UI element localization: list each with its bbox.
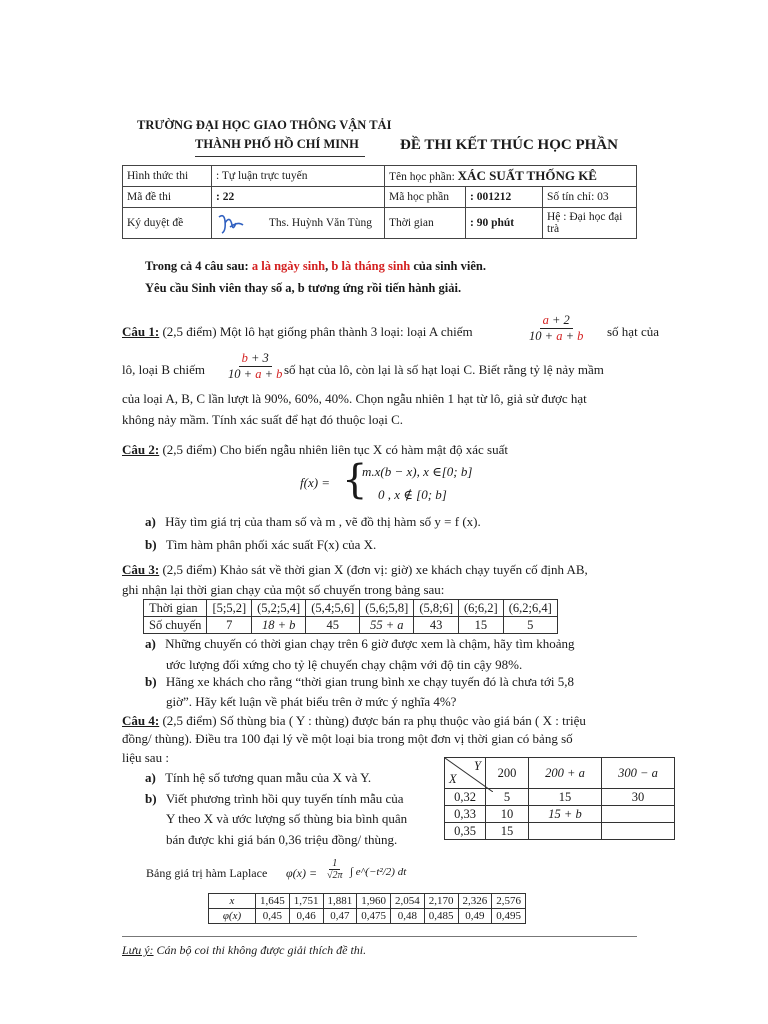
instr-a-definition: a là ngày sinh bbox=[251, 259, 326, 273]
laplace-cell: 1,645 bbox=[256, 894, 290, 909]
frac-a-den-a: a bbox=[556, 329, 563, 343]
q3-cell: (5,6;5,8] bbox=[360, 600, 414, 617]
q4-cell: 15 + b bbox=[529, 806, 602, 823]
q4-col-header: 200 bbox=[486, 758, 529, 789]
q3-cell: 55 + a bbox=[360, 617, 414, 634]
exam-title: ĐỀ THI KẾT THÚC HỌC PHẦN bbox=[400, 137, 618, 153]
q4-row-x: 0,32 bbox=[445, 789, 486, 806]
laplace-cell: 1,751 bbox=[289, 894, 323, 909]
q2-item-a bbox=[145, 512, 481, 532]
footer-note bbox=[122, 943, 366, 958]
q2-b-text: Tìm hàm phân phối xác suất F(x) của X. bbox=[165, 537, 377, 552]
q4-b-label: b) bbox=[145, 791, 157, 806]
q3-cell: 5 bbox=[503, 617, 557, 634]
q3-b-text1: Hãng xe khách cho rằng “thời gian trung bình xe chạy tuyến đó là chưa tới 5,8 bbox=[165, 674, 574, 689]
q1-text1: (2,5 điểm) Một lô hạt giống phân thành 3 loại: loại A chiếm bbox=[162, 324, 473, 339]
q4-corner-y: Y bbox=[474, 759, 481, 773]
laplace-cell: 2,576 bbox=[492, 894, 526, 909]
q3-cell: (6;6,2] bbox=[459, 600, 504, 617]
q4-item-b bbox=[145, 789, 404, 809]
laplace-table bbox=[208, 893, 526, 924]
q4-cell bbox=[602, 823, 675, 840]
q4-line1 bbox=[122, 711, 586, 731]
frac-b-den-1: 10 + bbox=[228, 367, 256, 381]
frac-b-den-plus: + bbox=[261, 367, 277, 381]
q3-a-text1: Những chuyến có thời gian chạy trên 6 giờ được xem là chậm, hãy tìm khoảng bbox=[165, 636, 575, 651]
q3-cell: (5,2;5,4] bbox=[252, 600, 306, 617]
q1-text4: số hạt của lô, còn lại là số hạt loại C. Biết rằng tỷ lệ nảy mầm bbox=[284, 362, 604, 377]
q3-cell: 43 bbox=[414, 617, 459, 634]
frac-a-den-1: 10 + bbox=[529, 329, 557, 343]
laplace-cell: 0,485 bbox=[424, 909, 458, 924]
instr-b-definition: b là tháng sinh bbox=[331, 259, 411, 273]
q2-a-text: Hãy tìm giá trị của tham số và m , vẽ đồ thị hàm số y = f (x). bbox=[165, 514, 481, 529]
credits: Số tín chỉ: 03 bbox=[543, 187, 637, 208]
laplace-x-label: x bbox=[209, 894, 256, 909]
q3-text2: ghi nhận lại thời gian chạy của một số chuyến trong bảng sau: bbox=[122, 582, 445, 597]
q3-cell: 45 bbox=[306, 617, 360, 634]
approver-label: Ký duyệt đề bbox=[123, 208, 212, 239]
frac-a-num-rest: + 2 bbox=[548, 313, 570, 327]
subject-label: Tên học phần: bbox=[389, 171, 455, 183]
q3-a-label: a) bbox=[145, 636, 156, 651]
frac-b-num-var: b bbox=[241, 351, 248, 365]
frac-a-num-var: a bbox=[542, 313, 549, 327]
q3-b-text2: giờ”. Hãy kết luận về phát biểu trên ở mức ý nghĩa 4%? bbox=[166, 694, 457, 709]
school-underline bbox=[195, 156, 365, 157]
q3-row1-label: Thời gian bbox=[144, 600, 207, 617]
q4-col-header: 200 + a bbox=[529, 758, 602, 789]
q3-cell: 7 bbox=[207, 617, 252, 634]
q3-cell: (5,4;5,6] bbox=[306, 600, 360, 617]
frac-b-den-b: b bbox=[276, 367, 283, 381]
exam-code-value: : 22 bbox=[212, 187, 385, 208]
q4-row-x: 0,35 bbox=[445, 823, 486, 840]
time-label: Thời gian bbox=[385, 208, 466, 239]
laplace-frac-den: √2π bbox=[327, 870, 343, 881]
laplace-integral: ∫ e^(−t²/2) dt bbox=[350, 866, 407, 878]
laplace-caption: Bảng giá trị hàm Laplace bbox=[146, 866, 268, 880]
subject-value: XÁC SUẤT THỐNG KÊ bbox=[457, 168, 597, 183]
q1-text5: của loại A, B, C lần lượt là 90%, 60%, 40%. Chọn ngẫu nhiên 1 hạt từ lô, giả sử được hạt bbox=[122, 391, 587, 406]
q3-item-b bbox=[145, 672, 574, 692]
q4-text2: đồng/ thùng). Điều tra 100 đại lý về một loại bia trong một đơn vị thời gian có bảng số bbox=[122, 731, 573, 746]
time-value: : 90 phút bbox=[466, 208, 543, 239]
q2-brace: { bbox=[342, 457, 368, 503]
q4-item-a bbox=[145, 768, 371, 788]
q3-row2-label: Số chuyến bbox=[144, 617, 207, 634]
q2-fx: f(x) = bbox=[300, 475, 331, 490]
exam-info-table bbox=[122, 165, 637, 239]
instruction-line2: Yêu cầu Sinh viên thay số a, b tương ứng rồi tiến hành giải. bbox=[145, 281, 462, 295]
q4-cell: 10 bbox=[486, 806, 529, 823]
q2-b-label: b) bbox=[145, 537, 157, 552]
q3-cell: (6,2;6,4] bbox=[503, 600, 557, 617]
q2-case1: m.x(b − x), x ∈[0; b] bbox=[362, 464, 473, 479]
q2-label: Câu 2: bbox=[122, 442, 160, 457]
q3-item-a bbox=[145, 634, 575, 654]
q4-label: Câu 4: bbox=[122, 713, 160, 728]
laplace-phi-label: φ(x) bbox=[209, 909, 256, 924]
q4-text3: liệu sau : bbox=[122, 750, 169, 765]
exam-code-label: Mã đề thi bbox=[123, 187, 212, 208]
frac-a-den-b: b bbox=[577, 329, 584, 343]
q3-cell: (5,8;6] bbox=[414, 600, 459, 617]
laplace-cell: 0,495 bbox=[492, 909, 526, 924]
q4-b-text3: bán được khi giá bán 0,36 triệu đồng/ thùng. bbox=[166, 832, 398, 847]
q3-cell: 15 bbox=[459, 617, 504, 634]
instruction-line1 bbox=[145, 259, 486, 274]
laplace-cell: 0,475 bbox=[357, 909, 391, 924]
q4-a-label: a) bbox=[145, 770, 156, 785]
q3-line1 bbox=[122, 560, 588, 580]
q4-cell: 15 bbox=[529, 789, 602, 806]
q3-text1: (2,5 điểm) Khảo sát về thời gian X (đơn vị: giờ) xe khách chạy tuyến cố định AB, bbox=[162, 562, 588, 577]
q4-cell: 5 bbox=[486, 789, 529, 806]
laplace-cell: 2,170 bbox=[424, 894, 458, 909]
q1-text2: số hạt của bbox=[607, 324, 659, 339]
q4-corner-x: X bbox=[449, 772, 457, 786]
q1-fraction-a bbox=[522, 313, 590, 344]
q4-b-text2: Y theo X và ước lượng số thùng bia bình quân bbox=[166, 811, 408, 826]
q4-row-x: 0,33 bbox=[445, 806, 486, 823]
footer-divider bbox=[122, 936, 637, 937]
q4-cell bbox=[529, 823, 602, 840]
frac-b-num-rest: + 3 bbox=[247, 351, 269, 365]
q4-corner-cell bbox=[445, 758, 486, 789]
q3-label: Câu 3: bbox=[122, 562, 160, 577]
q3-a-text2: ước lượng đối xứng cho tỷ lệ chuyến chạy chậm với độ tin cậy 98%. bbox=[166, 657, 523, 672]
q3-table bbox=[143, 599, 558, 634]
q2-case2: 0 , x ∉ [0; b] bbox=[378, 487, 447, 502]
laplace-cell: 2,054 bbox=[391, 894, 425, 909]
q1-text3: lô, loại B chiếm bbox=[122, 362, 206, 377]
q3-cell: [5;5,2] bbox=[207, 600, 252, 617]
approver-cell bbox=[212, 208, 385, 239]
approver-name: Ths. Huỳnh Văn Tùng bbox=[268, 216, 372, 229]
q2-item-b bbox=[145, 535, 376, 555]
q4-b-text1: Viết phương trình hồi quy tuyến tính mẫu của bbox=[165, 791, 404, 806]
laplace-cell: 0,46 bbox=[289, 909, 323, 924]
q3-cell: 18 + b bbox=[252, 617, 306, 634]
q4-a-text: Tính hệ số tương quan mẫu của X và Y. bbox=[165, 770, 372, 785]
course-code-value: : 001212 bbox=[466, 187, 543, 208]
laplace-cell: 0,49 bbox=[458, 909, 492, 924]
q1-label: Câu 1: bbox=[122, 324, 160, 339]
q2-a-label: a) bbox=[145, 514, 156, 529]
form-value: : Tự luận trực tuyến bbox=[212, 166, 385, 187]
q2-line1 bbox=[122, 440, 508, 460]
laplace-cell: 2,326 bbox=[458, 894, 492, 909]
subject-cell bbox=[385, 166, 637, 187]
q4-cell: 15 bbox=[486, 823, 529, 840]
form-label: Hình thức thi bbox=[123, 166, 212, 187]
q4-correlation-table bbox=[444, 757, 675, 840]
q4-cell bbox=[602, 806, 675, 823]
q4-text1: (2,5 điểm) Số thùng bia ( Y : thùng) được bán ra phụ thuộc vào giá bán ( X : triệu bbox=[162, 713, 586, 728]
school-name-line2: THÀNH PHỐ HỒ CHÍ MINH bbox=[195, 137, 359, 151]
signature-icon bbox=[216, 211, 246, 235]
q3-b-label: b) bbox=[145, 674, 157, 689]
laplace-cell: 1,881 bbox=[323, 894, 357, 909]
school-name-line1: TRƯỜNG ĐẠI HỌC GIAO THÔNG VẬN TẢI bbox=[137, 118, 392, 132]
instr-text-e: của sinh viên. bbox=[413, 259, 486, 273]
laplace-cell: 0,45 bbox=[256, 909, 290, 924]
q1-text6: không nảy mầm. Tính xác suất để hạt đó thuộc loại C. bbox=[122, 412, 404, 427]
frac-a-den-plus: + bbox=[562, 329, 578, 343]
laplace-formula-frac bbox=[320, 858, 350, 881]
note-text: Cán bộ coi thi không được giải thích đề thi. bbox=[153, 943, 367, 957]
q2-text1: (2,5 điểm) Cho biến ngẫu nhiên liên tục X có hàm mật độ xác suất bbox=[162, 442, 508, 457]
laplace-frac-num: 1 bbox=[329, 858, 340, 870]
q1-fraction-b bbox=[221, 351, 289, 382]
frac-b-den-a: a bbox=[255, 367, 262, 381]
q4-cell: 30 bbox=[602, 789, 675, 806]
laplace-cell: 1,960 bbox=[357, 894, 391, 909]
laplace-cell: 0,47 bbox=[323, 909, 357, 924]
instr-comma: , bbox=[325, 259, 329, 273]
laplace-cell: 0,48 bbox=[391, 909, 425, 924]
q4-col-header: 300 − a bbox=[602, 758, 675, 789]
laplace-formula-left: φ(x) = bbox=[286, 866, 318, 880]
education-system: Hệ : Đại học đại trà bbox=[543, 208, 637, 239]
course-code-label: Mã học phần bbox=[385, 187, 466, 208]
instr-text-a: Trong cả 4 câu sau: bbox=[145, 259, 249, 273]
note-label: Lưu ý: bbox=[122, 943, 154, 957]
